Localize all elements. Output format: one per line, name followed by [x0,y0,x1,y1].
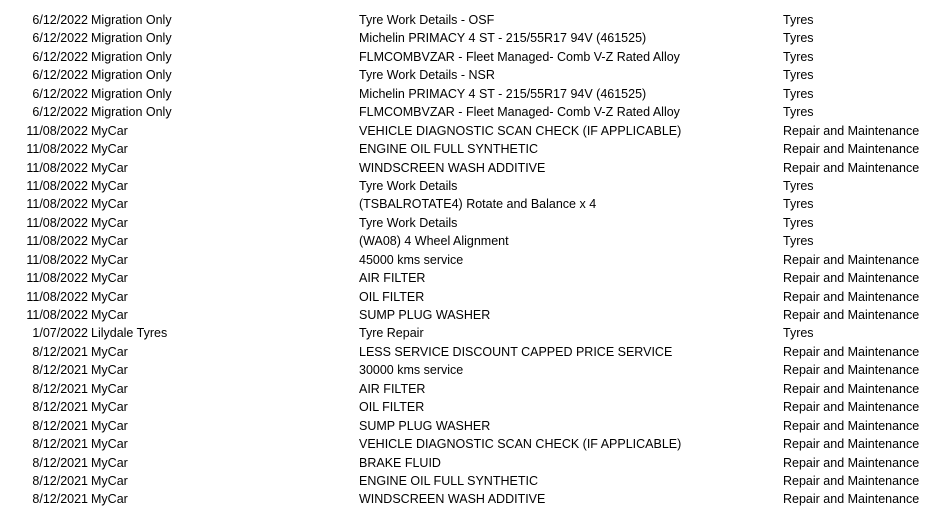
source-cell: MyCar [91,492,128,507]
table-row [0,232,940,250]
description-cell: Tyre Work Details [359,215,458,230]
description-cell: VEHICLE DIAGNOSTIC SCAN CHECK (IF APPLICABLE) [359,123,682,138]
source-cell: MyCar [91,437,128,452]
table-row [0,122,940,140]
date-cell: 11/08/2022 [26,178,88,193]
category-cell: Repair and Maintenance [783,455,920,470]
description-cell: 30000 kms service [359,363,464,378]
source-cell: MyCar [91,123,128,138]
table-row [0,343,940,361]
table-row [0,324,940,342]
category-cell: Repair and Maintenance [783,252,920,267]
description-cell: SUMP PLUG WASHER [359,308,491,322]
date-cell: 8/12/2021 [32,492,88,507]
category-cell: Repair and Maintenance [783,363,920,378]
description-cell: Tyre Work Details - OSF [359,13,495,27]
source-cell: MyCar [91,142,128,157]
date-cell: 6/12/2022 [32,86,88,101]
category-cell: Tyres [783,13,814,27]
category-cell: Repair and Maintenance [783,123,920,138]
date-cell: 11/08/2022 [26,252,88,267]
table-row [0,306,940,324]
date-cell: 8/12/2021 [32,363,88,378]
date-cell: 6/12/2022 [32,13,88,27]
date-cell: 11/08/2022 [26,215,88,230]
category-cell: Tyres [783,31,814,46]
category-cell: Repair and Maintenance [783,160,920,175]
category-cell: Tyres [783,68,814,83]
date-cell: 11/08/2022 [26,197,88,212]
description-cell: ENGINE OIL FULL SYNTHETIC [359,142,538,157]
table-row [0,48,940,66]
category-cell: Repair and Maintenance [783,437,920,452]
date-cell: 11/08/2022 [26,289,88,304]
category-cell: Repair and Maintenance [783,492,920,507]
category-cell: Tyres [783,49,814,64]
date-cell: 1/07/2022 [32,326,88,341]
description-cell: FLMCOMBVZAR - Fleet Managed- Comb V-Z Rated Alloy [359,105,680,120]
table-row [0,251,940,269]
table-row [0,140,940,158]
source-cell: MyCar [91,418,128,433]
description-cell: AIR FILTER [359,381,426,396]
date-cell: 8/12/2021 [32,381,88,396]
table-row [0,398,940,416]
source-cell: MyCar [91,344,128,359]
date-cell: 6/12/2022 [32,68,88,83]
description-cell: ENGINE OIL FULL SYNTHETIC [359,473,538,488]
source-cell: MyCar [91,400,128,415]
description-cell: (TSBALROTATE4) Rotate and Balance x 4 [359,197,597,212]
source-cell: MyCar [91,363,128,378]
source-cell: Lilydale Tyres [91,326,168,341]
category-cell: Repair and Maintenance [783,289,920,304]
category-cell: Repair and Maintenance [783,473,920,488]
date-cell: 8/12/2021 [32,400,88,415]
category-cell: Repair and Maintenance [783,142,920,157]
table-row [0,435,940,453]
source-cell: MyCar [91,308,128,322]
category-cell: Tyres [783,326,814,341]
date-cell: 6/12/2022 [32,105,88,120]
date-cell: 8/12/2021 [32,418,88,433]
description-cell: OIL FILTER [359,289,425,304]
source-cell: Migration Only [91,13,172,27]
category-cell: Repair and Maintenance [783,308,920,322]
source-cell: MyCar [91,234,128,249]
table-row [0,11,940,29]
source-cell: Migration Only [91,68,172,83]
description-cell: VEHICLE DIAGNOSTIC SCAN CHECK (IF APPLICABLE) [359,437,682,452]
source-cell: MyCar [91,455,128,470]
date-cell: 8/12/2021 [32,473,88,488]
date-cell: 11/08/2022 [26,142,88,157]
table-row [0,288,940,306]
category-cell: Repair and Maintenance [783,271,920,286]
date-cell: 11/08/2022 [26,123,88,138]
source-cell: Migration Only [91,105,172,120]
table-row [0,269,940,287]
table-row [0,159,940,177]
date-cell: 11/08/2022 [26,160,88,175]
description-cell: (WA08) 4 Wheel Alignment [359,234,509,249]
category-cell: Tyres [783,234,814,249]
description-cell: Tyre Work Details [359,178,458,193]
table-row [0,490,940,508]
source-cell: MyCar [91,271,128,286]
category-cell: Tyres [783,105,814,120]
source-cell: MyCar [91,178,128,193]
description-cell: FLMCOMBVZAR - Fleet Managed- Comb V-Z Rated Alloy [359,49,680,64]
category-cell: Tyres [783,215,814,230]
description-cell: OIL FILTER [359,400,425,415]
description-cell: WINDSCREEN WASH ADDITIVE [359,492,546,507]
date-cell: 11/08/2022 [26,308,88,322]
table-row [0,454,940,472]
date-cell: 11/08/2022 [26,234,88,249]
description-cell: Michelin PRIMACY 4 ST - 215/55R17 94V (461525) [359,31,647,46]
source-cell: Migration Only [91,31,172,46]
category-cell: Tyres [783,178,814,193]
table-row [0,214,940,232]
category-cell: Repair and Maintenance [783,381,920,396]
description-cell: AIR FILTER [359,271,426,286]
table-row [0,85,940,103]
source-cell: MyCar [91,252,128,267]
description-cell: 45000 kms service [359,252,464,267]
category-cell: Tyres [783,86,814,101]
table-row [0,472,940,490]
date-cell: 8/12/2021 [32,344,88,359]
table-row [0,361,940,379]
category-cell: Repair and Maintenance [783,400,920,415]
description-cell: Tyre Repair [359,326,424,341]
table-row [0,103,940,121]
table-row [0,417,940,435]
table-row [0,177,940,195]
category-cell: Repair and Maintenance [783,418,920,433]
source-cell: MyCar [91,381,128,396]
source-cell: MyCar [91,215,128,230]
source-cell: Migration Only [91,86,172,101]
table-row [0,29,940,47]
date-cell: 8/12/2021 [32,437,88,452]
description-cell: WINDSCREEN WASH ADDITIVE [359,160,546,175]
description-cell: BRAKE FLUID [359,455,441,470]
source-cell: Migration Only [91,49,172,64]
table-row [0,380,940,398]
description-cell: SUMP PLUG WASHER [359,418,491,433]
date-cell: 6/12/2022 [32,49,88,64]
source-cell: MyCar [91,197,128,212]
source-cell: MyCar [91,160,128,175]
description-cell: Michelin PRIMACY 4 ST - 215/55R17 94V (461525) [359,86,647,101]
date-cell: 11/08/2022 [26,271,88,286]
source-cell: MyCar [91,473,128,488]
description-cell: Tyre Work Details - NSR [359,68,495,83]
service-history-table [0,11,940,509]
date-cell: 6/12/2022 [32,31,88,46]
description-cell: LESS SERVICE DISCOUNT CAPPED PRICE SERVICE [359,344,673,359]
table-row [0,195,940,213]
date-cell: 8/12/2021 [32,455,88,470]
table-row [0,66,940,84]
source-cell: MyCar [91,289,128,304]
category-cell: Tyres [783,197,814,212]
category-cell: Repair and Maintenance [783,344,920,359]
